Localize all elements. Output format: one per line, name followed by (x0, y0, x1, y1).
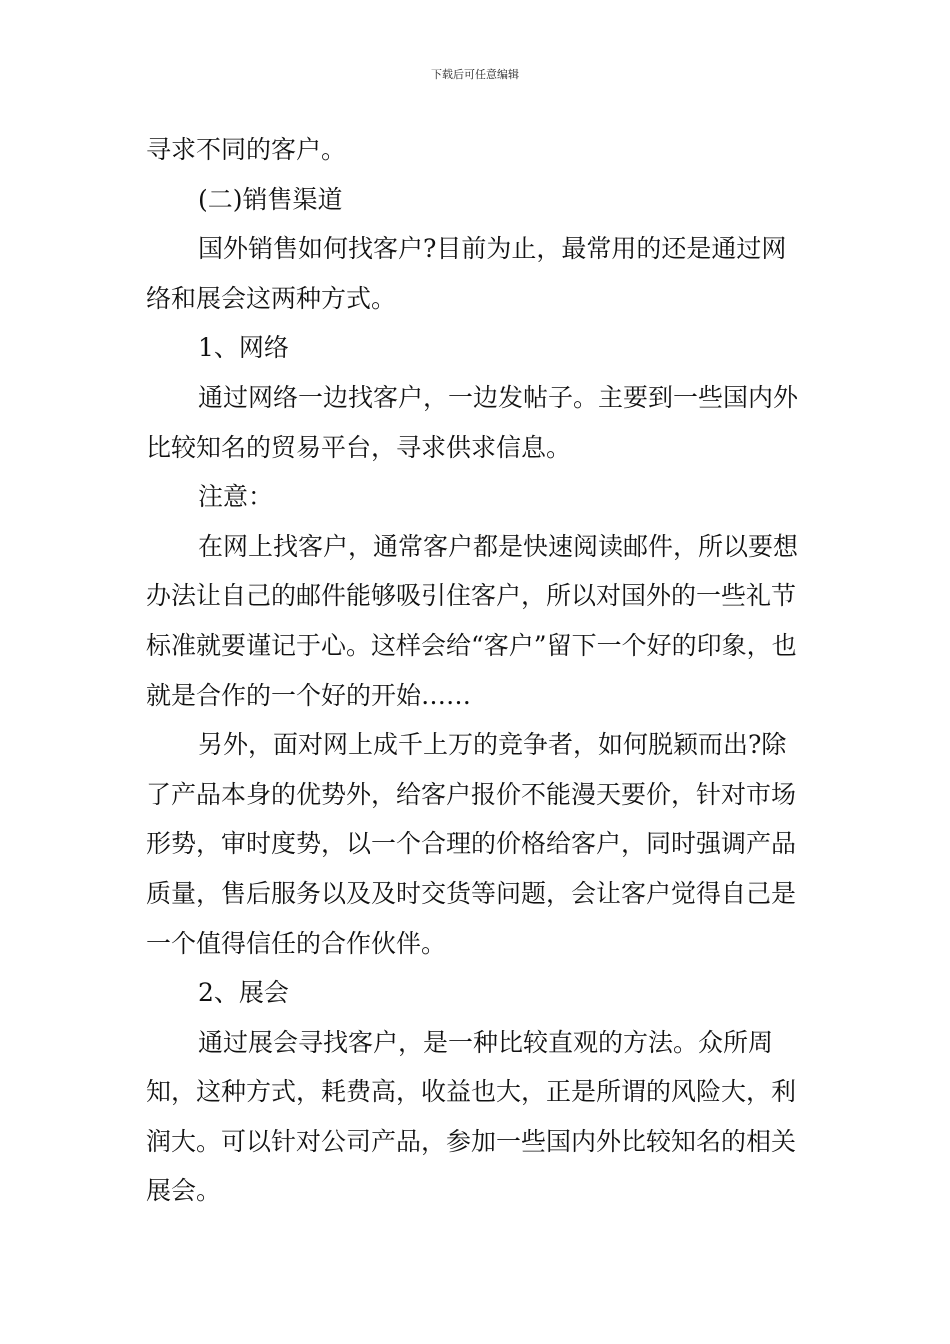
paragraph-overview: 国外销售如何找客户?目前为止，最常用的还是通过网络和展会这两种方式。 (146, 234, 787, 313)
paragraph-competition: 另外，面对网上成千上万的竞争者，如何脱颖而出?除了产品本身的优势外，给客户报价不能漫天要价，针对市场形势，审时度势，以一个合理的价格给客户，同时强调产品质量，售后服务以及及时交货等问题，会让客户觉得自己是一个值得信任的合作伙伴。 (146, 730, 797, 958)
paragraph-email-etiquette: 在网上找客户，通常客户都是快速阅读邮件，所以要想办法让自己的邮件能够吸引住客户，所以对国外的一些礼节标准就要谨记于心。这样会给“客户”留下一个好的印象，也就是合作的一个好的开始…… (146, 531, 799, 710)
section-heading-sales-channels: (二)销售渠道 (198, 184, 343, 214)
paragraph-intro-continuation: 寻求不同的客户。 (146, 135, 347, 164)
paragraph-exhibition: 通过展会寻找客户，是一种比较直观的方法。众所周知，这种方式，耗费高，收益也大，正是所谓的风险大，利润大。可以针对公司产品，参加一些国内外比较知名的相关展会。 (146, 1027, 797, 1206)
page-header-note: 下载后可任意编辑 (431, 68, 519, 81)
subheading-exhibition: 2、展会 (198, 978, 289, 1008)
document-body (146, 125, 806, 1216)
label-attention: 注意： (198, 482, 274, 512)
paragraph-network: 通过网络一边找客户，一边发帖子。主要到一些国内外比较知名的贸易平台，寻求供求信息。 (146, 382, 799, 462)
subheading-network: 1、网络 (198, 333, 289, 363)
